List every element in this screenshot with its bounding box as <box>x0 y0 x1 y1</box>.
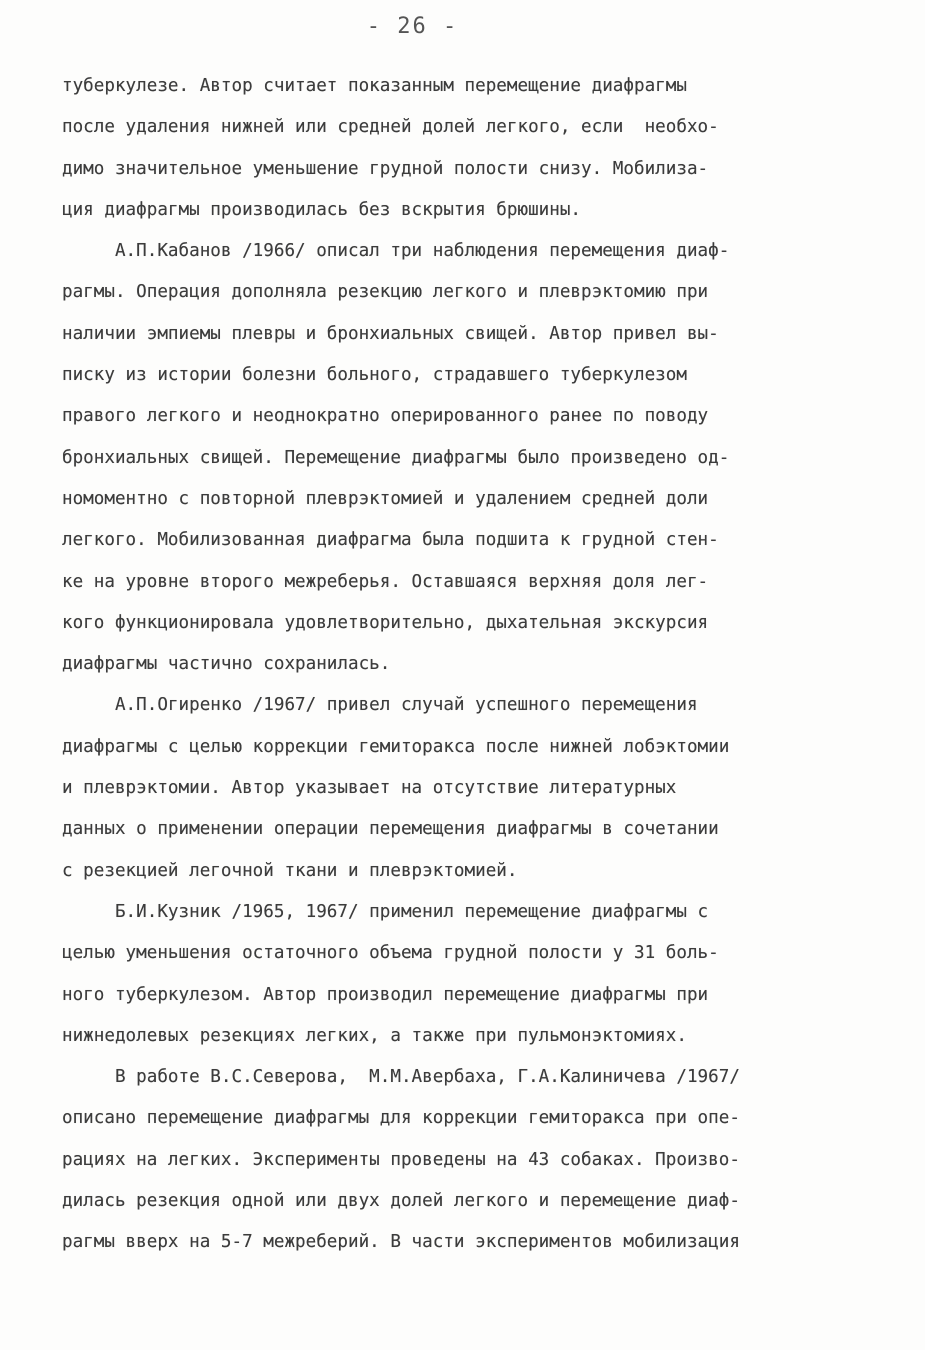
text-line: кого функционировала удовлетворительно, дыхательная экскурсия <box>62 612 709 633</box>
text-line: бронхиальных свищей. Перемещение диафрагмы было произведено од- <box>62 447 730 468</box>
text-line: В работе В.С.Северова, М.М.Авербаха, Г.А.Калиничева /1967/ <box>62 1067 740 1088</box>
text-line: туберкулезе. Автор считает показанным перемещение диафрагмы <box>62 76 687 96</box>
text-line: дилась резекция одной или двух долей легкого и перемещение диаф- <box>62 1191 740 1212</box>
text-line: правого легкого и неоднократно оперированного ранее по поводу <box>62 406 709 427</box>
text-line: описано перемещение диафрагмы для коррекции гемиторакса при опе- <box>62 1108 740 1129</box>
text-line: наличии эмпиемы плевры и бронхиальных свищей. Автор привел вы- <box>62 323 719 344</box>
text-line: нижнедолевых резекциях легких, а также при пульмонэктомиях. <box>62 1025 687 1046</box>
text-line: А.П.Огиренко /1967/ привел случай успешного перемещения <box>62 695 698 716</box>
text-line: номоментно с повторной плеврэктомией и удалением средней доли <box>62 488 709 509</box>
text-line: с резекцией легочной ткани и плеврэктомией. <box>62 860 518 881</box>
page-number: - 26 - <box>366 14 459 39</box>
text-line: диафрагмы частично сохранилась. <box>62 654 391 675</box>
text-line: данных о применении операции перемещения диафрагмы в сочетании <box>62 819 719 840</box>
text-line: рагмы. Операция дополняла резекцию легкого и плеврэктомию при <box>62 282 709 303</box>
text-line: ке на уровне второго межреберья. Оставшаяся верхняя доля лег- <box>62 571 709 592</box>
text-line: Б.И.Кузник /1965, 1967/ применил перемещение диафрагмы с <box>62 901 709 922</box>
text-line: А.П.Кабанов /1966/ описал три наблюдения перемещения диаф- <box>62 241 730 262</box>
text-line: димо значительное уменьшение грудной полости снизу. Мобилиза- <box>62 158 709 179</box>
text-line: ция диафрагмы производилась без вскрытия брюшины. <box>62 199 582 220</box>
text-line: и плеврэктомии. Автор указывает на отсутствие литературных <box>62 778 677 799</box>
text-line: диафрагмы с целью коррекции гемиторакса после нижней лобэктомии <box>62 736 730 757</box>
text-line: рациях на легких. Эксперименты проведены на 43 собаках. Произво- <box>62 1149 740 1170</box>
text-line: рагмы вверх на 5-7 межреберий. В части экспериментов мобилизация <box>62 1232 740 1253</box>
text-line: ного туберкулезом. Автор производил перемещение диафрагмы при <box>62 984 709 1005</box>
body-text <box>62 66 862 1264</box>
text-line: писку из истории болезни больного, страдавшего туберкулезом <box>62 365 687 386</box>
text-line: целью уменьшения остаточного объема грудной полости у 31 боль- <box>62 943 719 964</box>
text-line: после удаления нижней или средней долей легкого, если необхо- <box>62 117 719 138</box>
text-line: легкого. Мобилизованная диафрагма была подшита к грудной стен- <box>62 530 719 551</box>
